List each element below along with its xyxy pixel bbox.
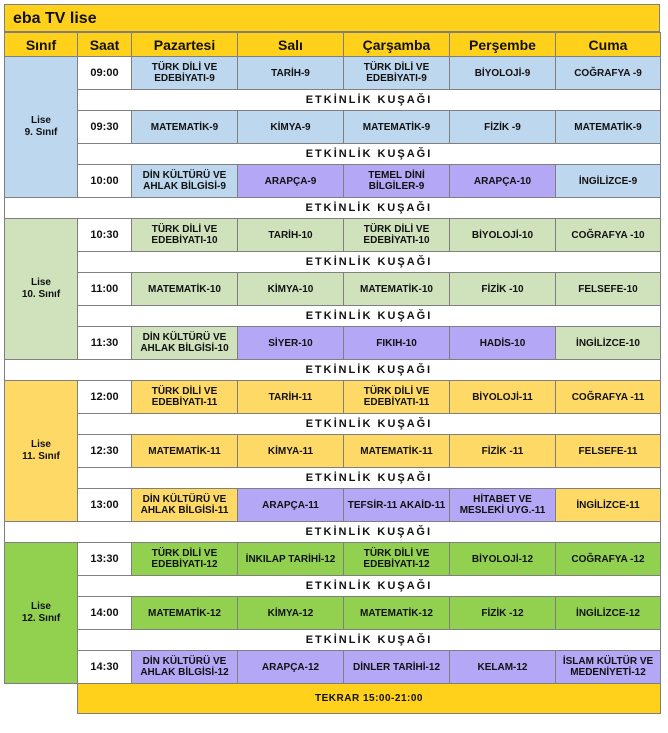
course-name: TARİH-10 [268, 229, 313, 241]
course-cell [238, 651, 344, 684]
course-name: TÜRK DİLİ VE EDEBİYATI-10 [363, 224, 430, 246]
footer-row [5, 684, 661, 714]
activity-row [5, 144, 661, 165]
course-cell [132, 597, 238, 630]
course-name: İNKILAP TARİHİ-12 [245, 553, 336, 565]
activity-band: ETKİNLİK KUŞAĞI [78, 414, 661, 435]
course-name: İSLAM KÜLTÜR VE MEDENİYETİ-12 [562, 656, 654, 678]
course-name: COĞRAFYA -11 [571, 391, 645, 403]
course-cell [556, 435, 661, 468]
course-cell [238, 273, 344, 306]
activity-row [5, 522, 661, 543]
course-name: KİMYA-10 [267, 283, 314, 295]
activity-row [5, 360, 661, 381]
activity-band: ETKİNLİK KUŞAĞI [78, 252, 661, 273]
course-name: İNGİLİZCE-9 [578, 175, 638, 187]
course-name: BİYOLOJİ-11 [472, 391, 533, 403]
course-cell [238, 165, 344, 198]
course-name: ARAPÇA-10 [473, 175, 532, 187]
course-name: FIKIH-10 [376, 337, 417, 349]
time-cell: 09:00 [78, 57, 132, 90]
course-name: FİZİK -9 [484, 121, 521, 133]
course-cell [344, 489, 450, 522]
time-cell: 13:30 [78, 543, 132, 576]
page-title: eba TV lise [4, 4, 660, 32]
course-cell [344, 57, 450, 90]
course-name: İNGİLİZCE-12 [576, 607, 640, 619]
course-cell [132, 327, 238, 360]
lesson-row [5, 165, 661, 198]
course-cell [450, 489, 556, 522]
spacer-cell [5, 522, 78, 543]
time-cell: 12:30 [78, 435, 132, 468]
course-cell [556, 327, 661, 360]
course-cell [344, 543, 450, 576]
course-cell [132, 165, 238, 198]
course-cell [556, 651, 661, 684]
activity-band: ETKİNLİK KUŞAĞI [78, 90, 661, 111]
activity-row [5, 576, 661, 597]
activity-band: ETKİNLİK KUŞAĞI [78, 306, 661, 327]
activity-band: ETKİNLİK KUŞAĞI [78, 630, 661, 651]
course-cell [450, 273, 556, 306]
header-monday: Pazartesi [132, 33, 238, 57]
course-name: MATEMATİK-12 [148, 607, 221, 619]
course-name: TEFSİR-11 AKAİD-11 [347, 499, 446, 511]
course-name: TARİH-11 [268, 391, 313, 403]
course-name: TÜRK DİLİ VE EDEBİYATI-9 [151, 62, 218, 84]
course-cell [238, 381, 344, 414]
course-cell [132, 489, 238, 522]
lesson-row [5, 489, 661, 522]
lesson-row [5, 651, 661, 684]
course-name: TÜRK DİLİ VE EDEBİYATI-9 [363, 62, 430, 84]
course-name: İNGİLİZCE-11 [576, 499, 640, 511]
course-name: DİN KÜLTÜRÜ VE AHLAK BİLGİSİ-10 [140, 332, 229, 354]
course-cell [556, 57, 661, 90]
course-name: COĞRAFYA -12 [571, 553, 645, 565]
activity-row [5, 198, 661, 219]
course-name: MATEMATİK-9 [574, 121, 642, 133]
time-cell: 13:00 [78, 489, 132, 522]
course-cell [238, 489, 344, 522]
course-cell [238, 597, 344, 630]
course-cell [344, 651, 450, 684]
course-cell [556, 489, 661, 522]
course-cell [344, 381, 450, 414]
course-cell [450, 435, 556, 468]
course-name: KELAM-12 [477, 661, 528, 673]
activity-band: ETKİNLİK KUŞAĞI [78, 522, 661, 543]
header-tuesday: Salı [238, 33, 344, 57]
course-name: DİN KÜLTÜRÜ VE AHLAK BİLGİSİ-9 [142, 170, 227, 192]
course-name: FELSEFE-11 [578, 445, 638, 457]
grade-label-line2: 11. Sınıf [22, 451, 60, 462]
schedule-body [5, 57, 661, 714]
spacer-cell [5, 360, 78, 381]
course-cell [344, 219, 450, 252]
activity-row [5, 252, 661, 273]
course-name: ARAPÇA-12 [261, 661, 320, 673]
lesson-row [5, 219, 661, 252]
course-name: MATEMATİK-11 [360, 445, 433, 457]
time-cell: 14:30 [78, 651, 132, 684]
activity-row [5, 414, 661, 435]
grade-label [5, 543, 78, 684]
time-cell: 11:30 [78, 327, 132, 360]
course-cell [450, 543, 556, 576]
course-cell [238, 57, 344, 90]
header-row [5, 33, 661, 57]
course-cell [132, 273, 238, 306]
course-name: FİZİK -10 [481, 283, 524, 295]
course-name: SİYER-10 [268, 337, 313, 349]
lesson-row [5, 273, 661, 306]
time-cell: 14:00 [78, 597, 132, 630]
course-name: TÜRK DİLİ VE EDEBİYATI-11 [363, 386, 430, 408]
course-name: DİN KÜLTÜRÜ VE AHLAK BİLGİSİ-11 [140, 494, 229, 516]
course-name: TÜRK DİLİ VE EDEBİYATI-12 [151, 548, 218, 570]
activity-band: ETKİNLİK KUŞAĞI [78, 144, 661, 165]
course-name: KİMYA-11 [267, 445, 314, 457]
course-name: BİYOLOJİ-10 [471, 229, 534, 241]
time-cell: 12:00 [78, 381, 132, 414]
course-cell [132, 543, 238, 576]
activity-row [5, 630, 661, 651]
course-cell [238, 543, 344, 576]
course-name: HADİS-10 [479, 337, 526, 349]
course-cell [450, 381, 556, 414]
course-cell [132, 435, 238, 468]
header-thursday: Perşembe [450, 33, 556, 57]
header-time: Saat [78, 33, 132, 57]
activity-row [5, 306, 661, 327]
activity-band: ETKİNLİK KUŞAĞI [78, 360, 661, 381]
time-cell: 09:30 [78, 111, 132, 144]
grade-label-line1: Lise [30, 115, 51, 126]
spacer-cell [5, 198, 78, 219]
course-name: DİNLER TARİHİ-12 [352, 661, 441, 673]
header-friday: Cuma [556, 33, 661, 57]
course-cell [344, 327, 450, 360]
course-cell [132, 651, 238, 684]
course-cell [450, 165, 556, 198]
grade-label [5, 381, 78, 522]
course-name: COĞRAFYA -10 [571, 229, 645, 241]
course-name: MATEMATİK-9 [150, 121, 219, 133]
lesson-row [5, 435, 661, 468]
course-cell [132, 219, 238, 252]
activity-band: ETKİNLİK KUŞAĞI [78, 576, 661, 597]
lesson-row [5, 597, 661, 630]
course-cell [238, 435, 344, 468]
header-class: Sınıf [5, 33, 78, 57]
grade-label [5, 219, 78, 360]
course-cell [556, 111, 661, 144]
course-name: MATEMATİK-10 [360, 283, 433, 295]
course-cell [450, 219, 556, 252]
course-name: TEMEL DİNİ BİLGİLER-9 [368, 170, 425, 192]
schedule-table [4, 32, 661, 714]
course-name: COĞRAFYA -9 [574, 67, 642, 79]
course-cell [344, 165, 450, 198]
repeat-banner: TEKRAR 15:00-21:00 [78, 684, 661, 714]
header-wednesday: Çarşamba [344, 33, 450, 57]
course-name: TARİH-9 [271, 67, 310, 79]
course-name: TÜRK DİLİ VE EDEBİYATI-11 [151, 386, 218, 408]
grade-label-line2: 10. Sınıf [21, 289, 61, 300]
course-name: ARAPÇA-9 [264, 175, 317, 187]
course-cell [132, 111, 238, 144]
grade-label-line1: Lise [30, 439, 51, 450]
time-cell: 10:00 [78, 165, 132, 198]
course-cell [556, 165, 661, 198]
lesson-row [5, 327, 661, 360]
grade-label-line2: 12. Sınıf [21, 613, 61, 624]
course-name: MATEMATİK-9 [362, 121, 431, 133]
course-name: HİTABET VE MESLEKİ UYG.-11 [459, 494, 546, 516]
course-cell [344, 435, 450, 468]
time-cell: 11:00 [78, 273, 132, 306]
lesson-row [5, 543, 661, 576]
course-cell [556, 543, 661, 576]
course-cell [238, 111, 344, 144]
grade-label [5, 57, 78, 198]
course-cell [556, 219, 661, 252]
course-cell [556, 381, 661, 414]
course-name: TÜRK DİLİ VE EDEBİYATI-10 [151, 224, 218, 246]
course-cell [238, 219, 344, 252]
course-cell [132, 57, 238, 90]
course-name: BİYOLOJİ-9 [474, 67, 531, 79]
course-cell [132, 381, 238, 414]
course-cell [450, 651, 556, 684]
course-name: MATEMATİK-12 [360, 607, 433, 619]
course-name: FELSEFE-10 [578, 283, 638, 295]
course-name: BİYOLOJİ-12 [471, 553, 534, 565]
grade-label-line1: Lise [30, 601, 51, 612]
lesson-row [5, 57, 661, 90]
course-cell [344, 597, 450, 630]
course-name: FİZİK -12 [481, 607, 524, 619]
course-cell [344, 273, 450, 306]
lesson-row [5, 381, 661, 414]
time-cell: 10:30 [78, 219, 132, 252]
course-name: MATEMATİK-10 [148, 283, 221, 295]
course-name: TÜRK DİLİ VE EDEBİYATI-12 [363, 548, 430, 570]
course-name: DİN KÜLTÜRÜ VE AHLAK BİLGİSİ-12 [140, 656, 229, 678]
course-cell [450, 111, 556, 144]
course-cell [556, 597, 661, 630]
course-cell [450, 597, 556, 630]
activity-band: ETKİNLİK KUŞAĞI [78, 198, 661, 219]
course-name: ARAPÇA-11 [262, 499, 319, 511]
activity-band: ETKİNLİK KUŞAĞI [78, 468, 661, 489]
course-name: İNGİLİZCE-10 [576, 337, 640, 349]
course-cell [450, 327, 556, 360]
course-name: KİMYA-12 [267, 607, 314, 619]
course-name: FİZİK -11 [481, 445, 524, 457]
lesson-row [5, 111, 661, 144]
footer-spacer [5, 684, 78, 714]
course-cell [344, 111, 450, 144]
course-name: MATEMATİK-11 [148, 445, 221, 457]
schedule-container [4, 4, 660, 714]
course-name: KİMYA-9 [270, 121, 311, 133]
grade-label-line2: 9. Sınıf [24, 127, 58, 138]
course-cell [238, 327, 344, 360]
activity-row [5, 468, 661, 489]
course-cell [556, 273, 661, 306]
course-cell [450, 57, 556, 90]
grade-label-line1: Lise [30, 277, 51, 288]
activity-row [5, 90, 661, 111]
